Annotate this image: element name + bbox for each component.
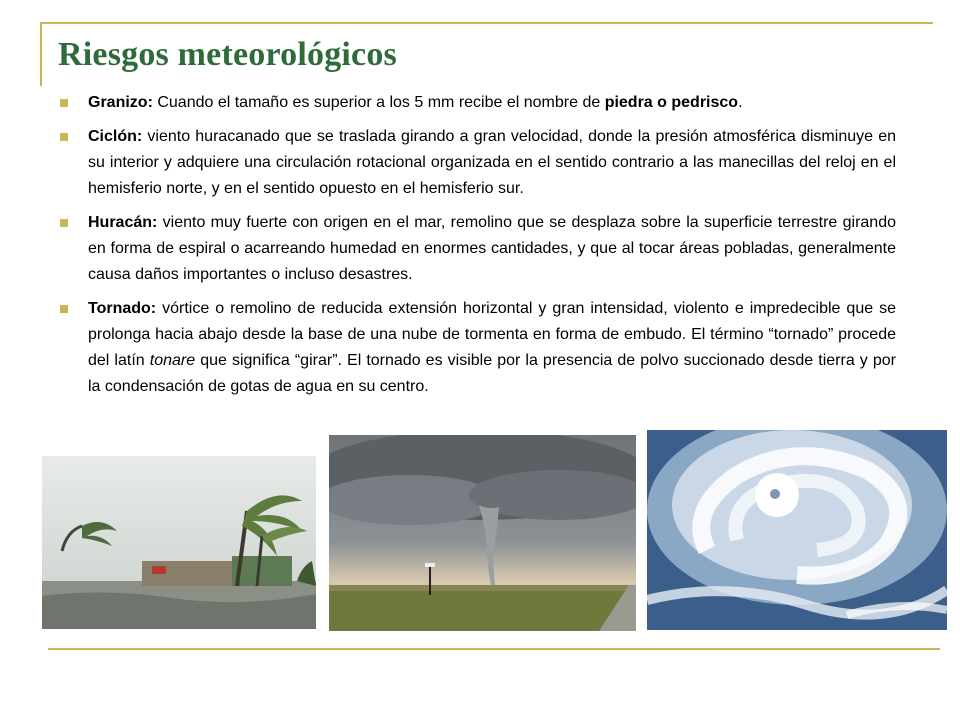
latin-word: tonare (149, 352, 196, 369)
bullet-icon (60, 305, 68, 313)
storm-palm-trees-photo (42, 456, 316, 629)
list-item-granizo (60, 90, 896, 116)
period: . (738, 94, 743, 111)
term-granizo: Granizo: (88, 94, 153, 111)
list-item-huracan (60, 210, 896, 288)
term-tornado: Tornado: (88, 300, 157, 317)
definition-granizo: Cuando el tamaño es superior a los 5 mm recibe el nombre de (152, 94, 605, 111)
bullet-icon (60, 99, 68, 107)
bottom-rule (48, 648, 940, 650)
bold-phrase: piedra o pedrisco (604, 94, 739, 111)
item-text (88, 296, 896, 400)
tornado-photo (329, 435, 636, 631)
term-ciclon: Ciclón: (88, 128, 143, 145)
hurricane-satellite-photo (647, 430, 947, 630)
definition-tornado-end: que significa “girar”. El tornado es visible por la presencia de polvo succionado desde tierra y por la condensación de gotas de agua en su centro. (88, 352, 896, 395)
top-rule (40, 22, 933, 24)
bullet-list (60, 90, 896, 408)
term-huracan: Huracán: (88, 214, 158, 231)
definition-tornado: vórtice o remolino de reducida extensión horizontal y gran intensidad, violento e impredecible que se prolonga hacia abajo desde la base de una nube de tormenta en forma de embudo. El término “tornado” procede del latín (88, 300, 896, 369)
definition-ciclon: viento huracanado que se traslada girando a gran velocidad, donde la presión atmosférica disminuye en su interior y adquiere una circulación rotacional organizada en el sentido contrario a las manecillas del reloj en el hemisferio norte, y en el sentido opuesto en el hemisferio sur. (88, 128, 896, 197)
definition-huracan: viento muy fuerte con origen en el mar, remolino que se desplaza sobre la superficie terrestre girando en forma de espiral o acarreando humedad en enormes cantidades, y que al tocar áreas pobladas, generalmente causa daños importantes o incluso desastres. (88, 214, 896, 283)
list-item-tornado (60, 296, 896, 400)
item-text (88, 90, 896, 116)
page-title: Riesgos meteorológicos (58, 36, 397, 73)
bullet-icon (60, 219, 68, 227)
item-text (88, 210, 896, 288)
left-rule (40, 22, 42, 86)
bullet-icon (60, 133, 68, 141)
list-item-ciclon (60, 124, 896, 202)
item-text (88, 124, 896, 202)
